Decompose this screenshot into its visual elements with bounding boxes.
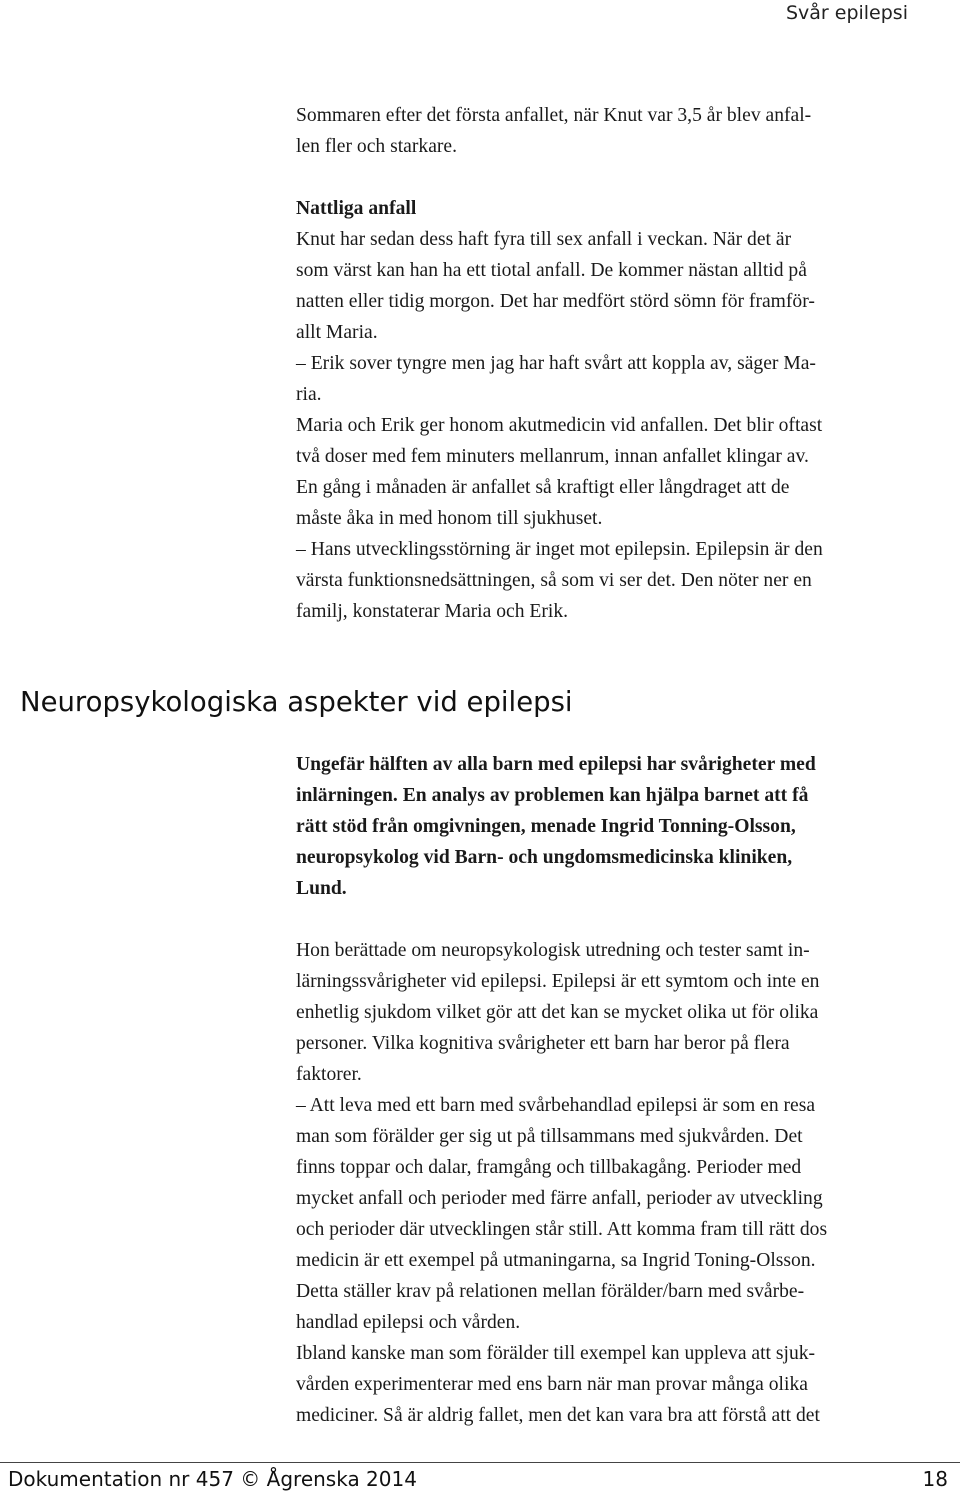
text-line: Detta ställer krav på relationen mellan förälder/barn med svårbe-	[296, 1281, 805, 1302]
text-line: lärningssvårigheter vid epilepsi. Epilepsi är ett symtom och inte en	[296, 971, 820, 992]
text-line: – Hans utvecklingsstörning är inget mot epilepsin. Epilepsin är den	[296, 539, 823, 560]
text-line: rätt stöd från omgivningen, menade Ingrid Tonning-Olsson,	[296, 816, 796, 837]
text-line: handlad epilepsi och vården.	[296, 1312, 521, 1333]
text-line: allt Maria.	[296, 322, 378, 343]
nattliga-anfall-section	[296, 193, 936, 627]
text-line: natten eller tidig morgon. Det har medfört störd sömn för framför-	[296, 291, 815, 312]
text-line: enhetlig sjukdom vilket gör att det kan se mycket olika ut för olika	[296, 1002, 819, 1023]
text-line: finns toppar och dalar, framgång och tillbakagång. Perioder med	[296, 1157, 802, 1178]
text-line: två doser med fem minuters mellanrum, innan anfallet klingar av.	[296, 446, 809, 467]
text-line: mycket anfall och perioder med färre anfall, perioder av utveckling	[296, 1188, 823, 1209]
text-line: Lund.	[296, 878, 347, 899]
footer-publication: Dokumentation nr 457 © Ågrenska 2014	[8, 1467, 417, 1491]
text-line: familj, konstaterar Maria och Erik.	[296, 601, 569, 622]
text-line: medicin är ett exempel på utmaningarna, sa Ingrid Toning-Olsson.	[296, 1250, 816, 1271]
text-line: Sommaren efter det första anfallet, när Knut var 3,5 år blev anfal-	[296, 105, 812, 126]
text-line: Maria och Erik ger honom akutmedicin vid anfallen. Det blir oftast	[296, 415, 823, 436]
section-heading: Neuropsykologiska aspekter vid epilepsi	[20, 686, 573, 718]
page-number: 18	[922, 1467, 948, 1491]
text-line: Ungefär hälften av alla barn med epilepsi har svårigheter med	[296, 754, 816, 775]
text-line: – Att leva med ett barn med svårbehandlad epilepsi är som en resa	[296, 1095, 816, 1116]
text-line: inlärningen. En analys av problemen kan hjälpa barnet att få	[296, 785, 809, 806]
text-line: faktorer.	[296, 1064, 362, 1085]
subheading: Nattliga anfall	[296, 198, 417, 219]
intro-paragraph	[296, 100, 936, 162]
text-line: och perioder där utvecklingen står still. Att komma fram till rätt dos	[296, 1219, 828, 1240]
text-line: värsta funktionsnedsättningen, så som vi ser det. Den nöter ner en	[296, 570, 812, 591]
text-line: En gång i månaden är anfallet så kraftigt eller långdraget att de	[296, 477, 790, 498]
text-line: ria.	[296, 384, 322, 405]
text-line: som värst kan han ha ett tiotal anfall. De kommer nästan alltid på	[296, 260, 807, 281]
running-header-title: Svår epilepsi	[785, 2, 908, 24]
text-line: personer. Vilka kognitiva svårigheter ett barn har beror på flera	[296, 1033, 790, 1054]
body-paragraphs	[296, 935, 936, 1431]
lead-paragraph	[296, 749, 936, 904]
text-line: vården experimenterar med ens barn när man provar många olika	[296, 1374, 808, 1395]
text-line: len fler och starkare.	[296, 136, 458, 157]
text-line: Ibland kanske man som förälder till exempel kan uppleva att sjuk-	[296, 1343, 816, 1364]
text-line: neuropsykolog vid Barn- och ungdomsmedicinska kliniken,	[296, 847, 793, 868]
text-line: Knut har sedan dess haft fyra till sex anfall i veckan. När det är	[296, 229, 792, 250]
footer-divider	[0, 1462, 960, 1463]
text-line: måste åka in med honom till sjukhuset.	[296, 508, 603, 529]
text-line: man som förälder ger sig ut på tillsammans med sjukvården. Det	[296, 1126, 803, 1147]
text-line: mediciner. Så är aldrig fallet, men det kan vara bra att förstå att det	[296, 1405, 820, 1426]
text-line: Hon berättade om neuropsykologisk utredning och tester samt in-	[296, 940, 810, 961]
text-line: – Erik sover tyngre men jag har haft svårt att koppla av, säger Ma-	[296, 353, 816, 374]
